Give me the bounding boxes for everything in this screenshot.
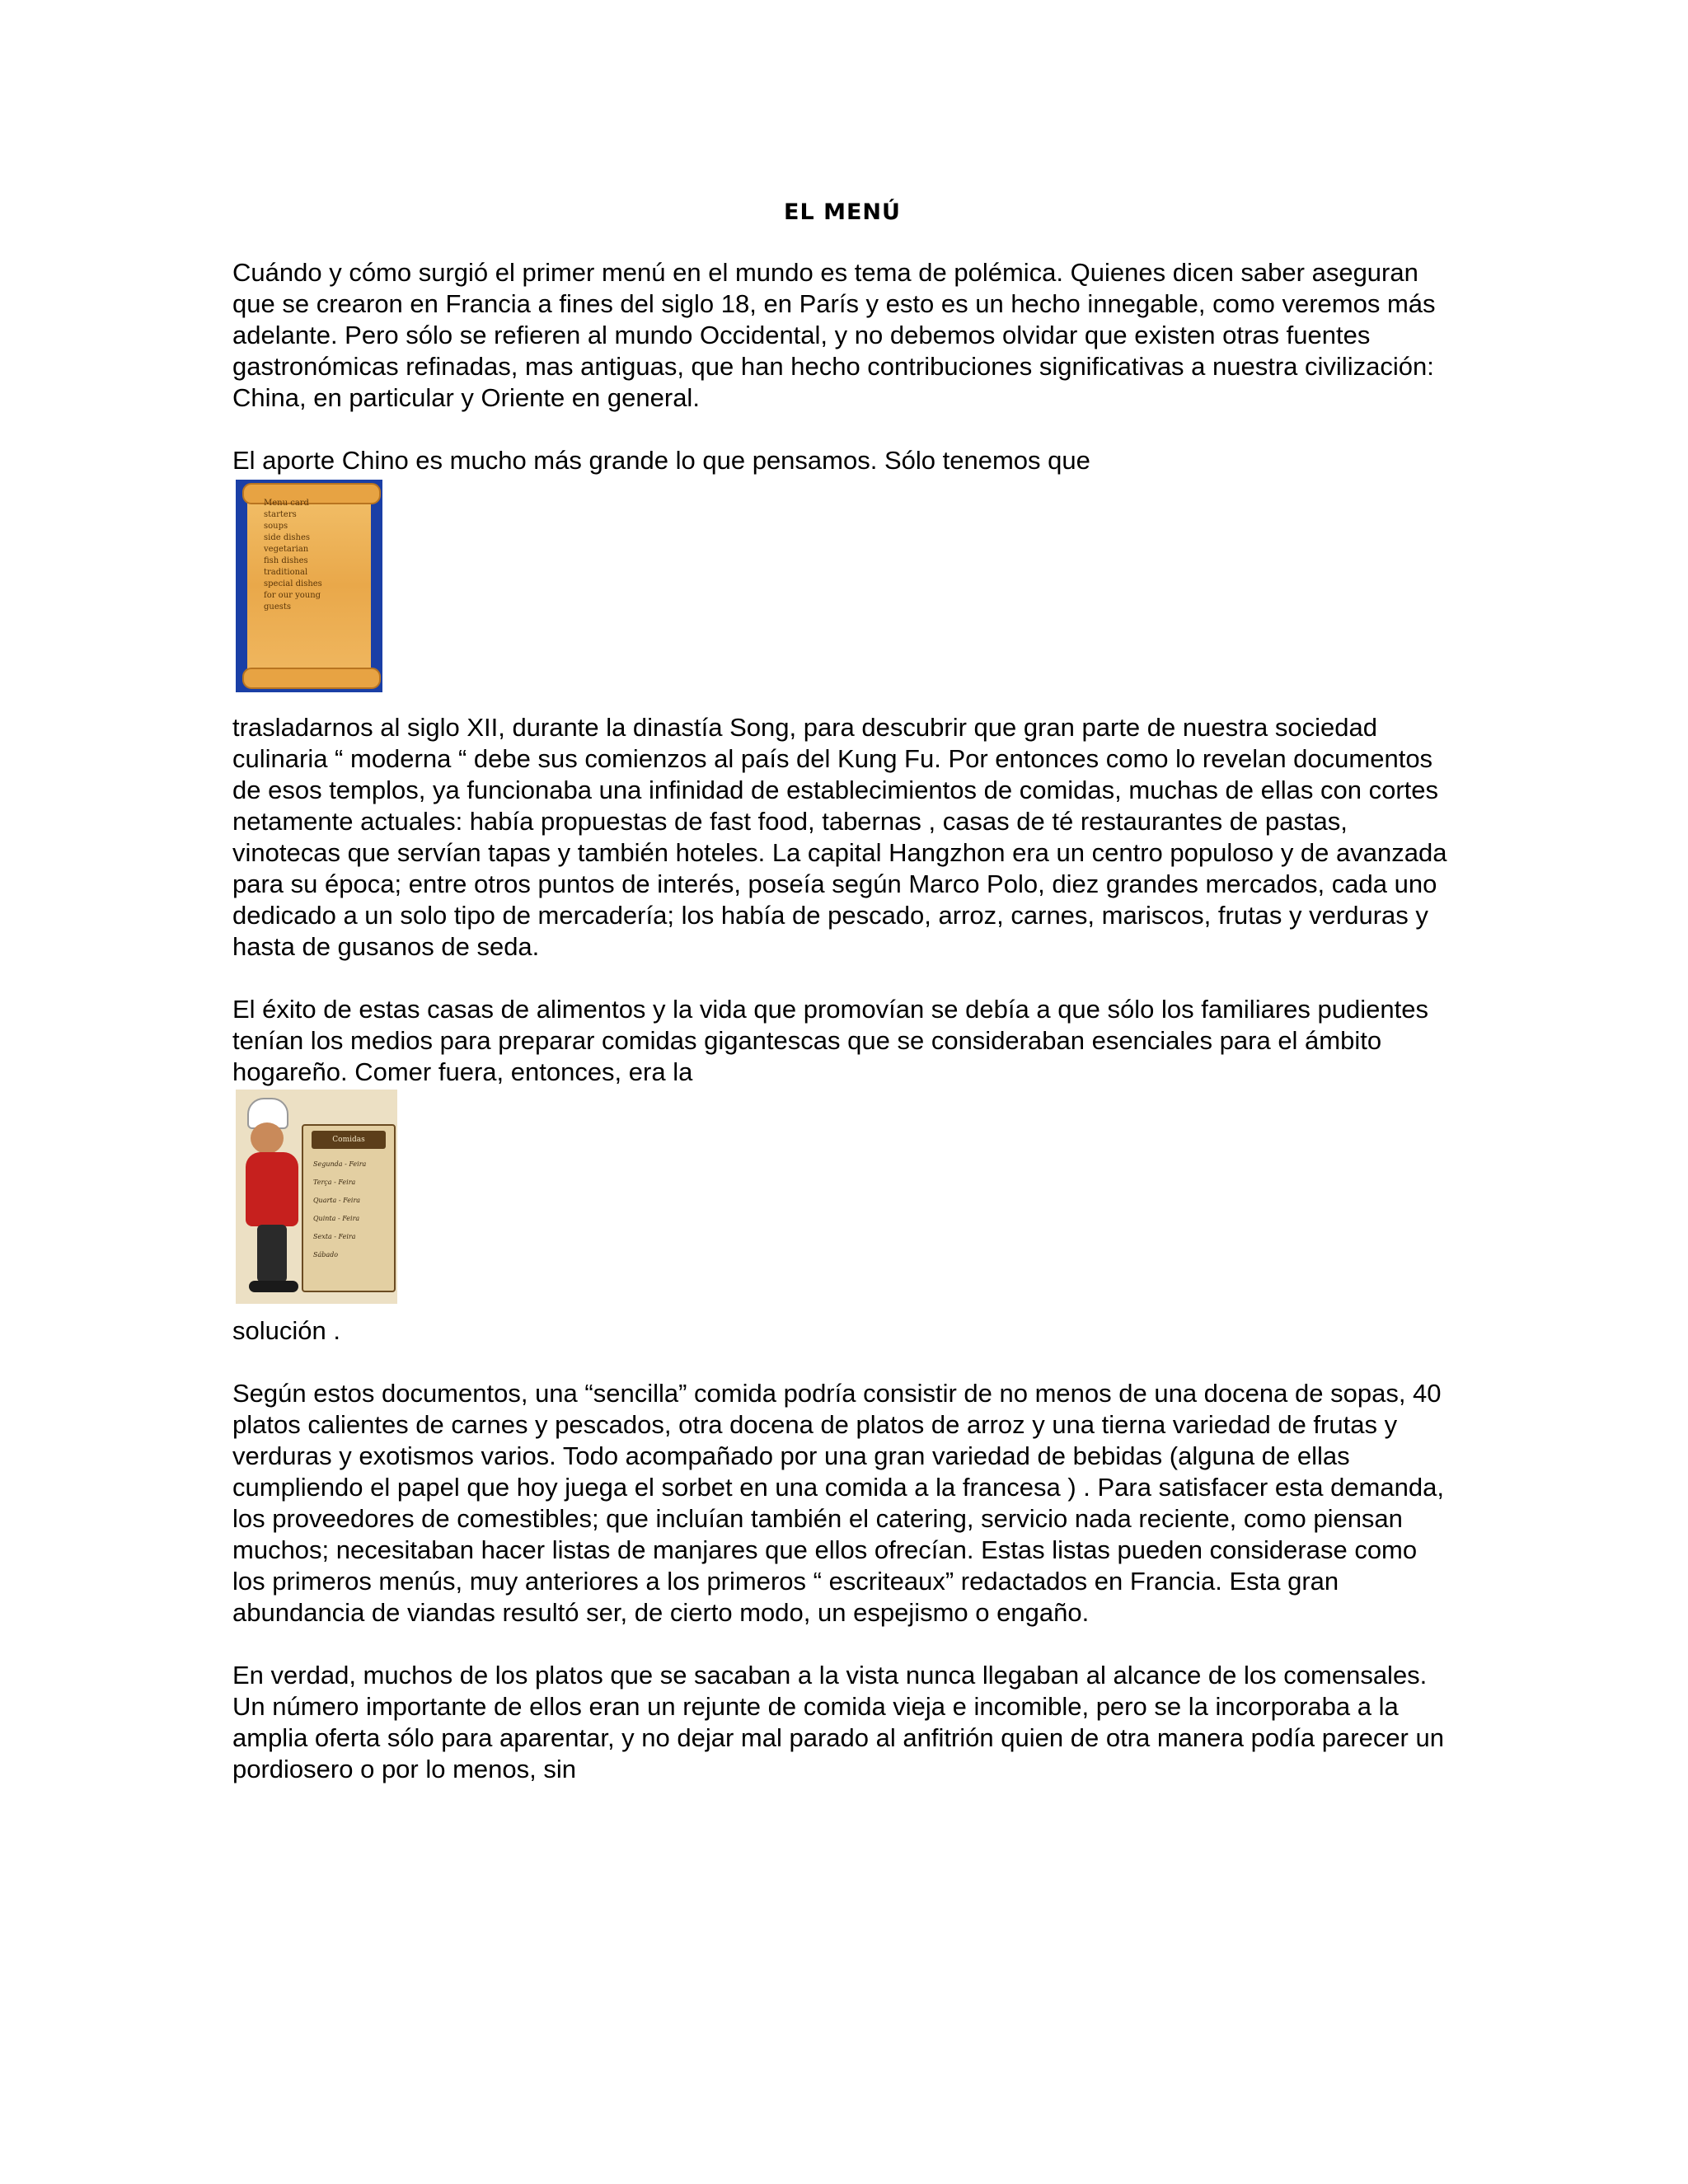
chef-legs-icon	[257, 1225, 287, 1282]
paragraph-1: Cuándo y cómo surgió el primer menú en el mundo es tema de polémica. Quienes dicen saber aseguran que se crearon en Francia a fines del siglo 18, en París y esto es un hecho innegable, como veremos más adelante. Pero sólo se refieren al mundo Occidental, y no debemos olvidar que existen otras fuentes gastronómicas refinadas, mas antiguas, que han hecho contribuciones significativas a nuestra civilización: China, en particular y Oriente en general.	[232, 258, 1436, 412]
paragraph-6: Según estos documentos, una “sencilla” comida podría consistir de no menos de una docena de sopas, 40 platos calientes de carnes y pescados, otra docena de platos de arroz y una tierna variedad de frutas y verduras y exotismos varios. Todo acompañado por una gran variedad de bebidas (alguna de ellas cumpliendo el papel que hoy juega el sorbet en una comida a la francesa ) . Para satisfacer esta demanda, los proveedores de comestibles; que incluían también el catering, servicio nada reciente, como piensan muchos; necesitaban hacer listas de manjares que ellos ofrecían. Estas listas pueden considerase como los primeros menús, muy anteriores a los primeros “ escriteaux” redactados en Francia. Esta gran abundancia de viandas resultó ser, de cierto modo, un espejismo o engaño.	[232, 1379, 1444, 1627]
document-title: EL MENÚ	[784, 199, 901, 225]
menu-scroll-image	[236, 480, 382, 692]
scroll-bottom-roll	[242, 668, 381, 689]
menu-board	[302, 1124, 396, 1292]
paragraph-4: El éxito de estas casas de alimentos y la vida que promovían se debía a que sólo los familiares pudientes tenían los medios para preparar comidas gigantescas que se consideraban esenciales para el ámbito hogareño. Comer fuera, entonces, era la	[232, 995, 1428, 1086]
document-body	[232, 194, 1452, 1785]
menu-board-lines: Segunda - Feira Terça - Feira Quarta - Feira Quinta - Feira Sexta - Feira Sábado	[313, 1160, 367, 1258]
chef-feet-icon	[249, 1281, 298, 1292]
chef-head-icon	[251, 1122, 284, 1154]
paragraph-5: solución .	[232, 1316, 340, 1345]
paragraph-2: El aporte Chino es mucho más grande lo que pensamos. Sólo tenemos que	[232, 446, 1090, 475]
paragraph-7: En verdad, muchos de los platos que se sacaban a la vista nunca llegaban al alcance de los comensales. Un número importante de ellos eran un rejunte de comida vieja e incomible, pero se la incorporaba a la amplia oferta sólo para aparentar, y no dejar mal parado al anfitrión quien de otra manera podía parecer un pordiosero o por lo menos, sin	[232, 1661, 1444, 1783]
chef-menu-image	[236, 1090, 397, 1304]
paragraph-3: trasladarnos al siglo XII, durante la dinastía Song, para descubrir que gran parte de nuestra sociedad culinaria “ moderna “ debe sus comienzos al país del Kung Fu. Por entonces como lo revelan documentos de esos templos, ya funcionaba una infinidad de establecimientos de comidas, muchas de ellas con cortes netamente actuales: había propuestas de fast food, tabernas , casas de té restaurantes de pastas, vinotecas que servían tapas y también hoteles. La capital Hangzhon era un centro populoso y de avanzada para su época; entre otros puntos de interés, poseía según Marco Polo, diez grandes mercados, cada uno dedicado a un solo tipo de mercadería; los había de pescado, arroz, carnes, mariscos, frutas y verduras y hasta de gusanos de seda.	[232, 713, 1447, 961]
scroll-menu-text: Menu card starters soups side dishes vegetarian fish dishes traditional special dishes for our young guests	[264, 499, 322, 612]
chef-body-icon	[246, 1152, 298, 1226]
menu-board-title: Comidas	[312, 1131, 386, 1149]
